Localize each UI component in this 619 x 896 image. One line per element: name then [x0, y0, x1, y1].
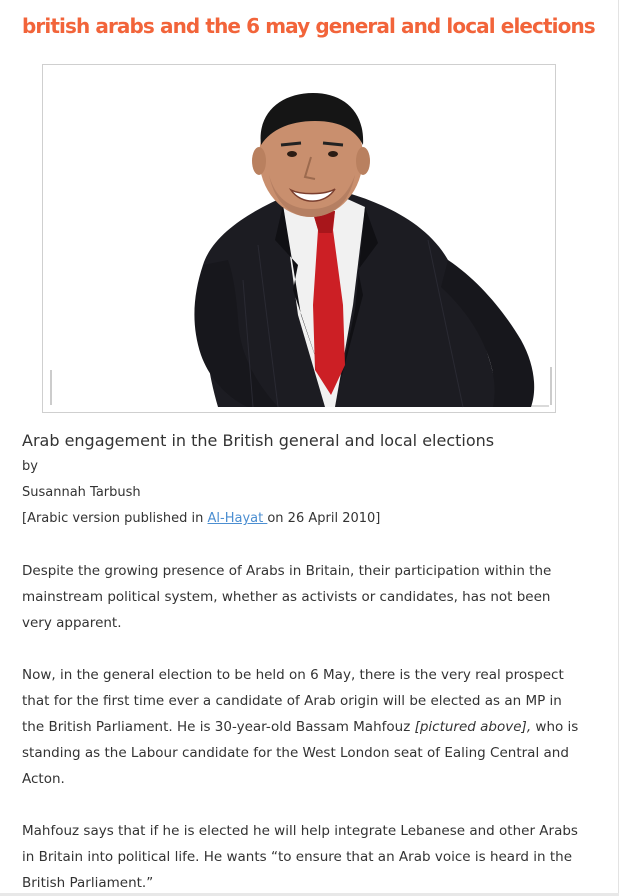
source-note: [22, 511, 380, 526]
author-name: Susannah Tarbush: [22, 485, 141, 500]
article-heading: Arab engagement in the British general and local elections: [22, 431, 495, 450]
source-prefix: [Arabic version published in: [22, 511, 208, 526]
paragraph-2-text-a: Now, in the general election to be held on 6 May, there is the very real prospect that for the first time ever a candidate of Arab origin will be elected as an MP in the British Parliament. He is 30-year-old Bassam Mahfouz: [22, 667, 564, 735]
paragraph-2: [22, 662, 582, 792]
paragraph-1: Despite the growing presence of Arabs in Britain, their participation within the mainstream political system, whether as activists or candidates, has not been very apparent.: [22, 563, 552, 631]
person-portrait-icon: [43, 65, 555, 412]
article-photo: [42, 64, 556, 413]
byline-label: by: [22, 459, 38, 474]
paragraph-3: Mahfouz says that if he is elected he will help integrate Lebanese and other Arabs in Britain into political life. He wants “to ensure that an Arab voice is heard in the British Parliament.”: [22, 823, 578, 891]
pictured-note: [pictured above],: [414, 719, 532, 735]
al-hayat-link[interactable]: Al-Hayat: [207, 511, 268, 526]
source-suffix: on 26 April 2010]: [267, 511, 381, 526]
paragraph-2-text-b: who is standing as the Labour candidate for the West London seat of Ealing Central and Acton.: [22, 719, 579, 787]
post-title[interactable]: british arabs and the 6 may general and local elections: [22, 14, 595, 38]
